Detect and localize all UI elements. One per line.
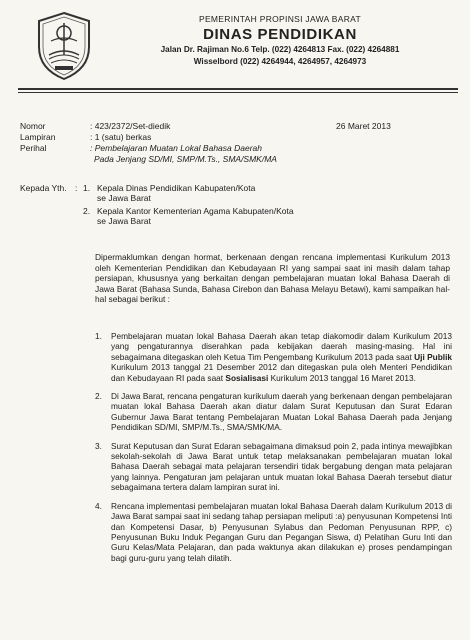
recipient-item <box>83 183 294 203</box>
recipient-number: 2. <box>83 206 91 216</box>
address-line-2: Wisselbord (022) 4264944, 4264957, 4264973 <box>193 57 367 66</box>
nomor-value: : 423/2372/Set-diedik <box>90 121 171 131</box>
point-number: 1. <box>95 331 102 341</box>
perihal-value-2: Pada Jenjang SD/MI, SMP/M.Ts., SMA/SMK/MA <box>94 154 277 164</box>
point-text: Di Jawa Barat, rencana pengaturan kurikulum daerah yang berkenaan dengan pembelajaran muatan lokal Bahasa Daerah akan diatur dalam Surat Keputusan dan Surat Edaran Gubernur Jawa Barat tentang Pembelajaran Muatan Lokal Bahasa Daerah pada Jenjang Pendidikan SD/MI, SMP/M.Ts., SMA/SMK/MA. <box>111 391 452 433</box>
letterhead-rule-thin <box>18 92 458 93</box>
recipient-line: se Jawa Barat <box>97 216 151 226</box>
point-text: Rencana implementasi pembelajaran muatan lokal Bahasa Daerah dalam Kurikulum 2013 di Jawa Barat sampai saat ini sedang tahap persiapan meliputi :a) penyusunan Kompetensi Inti dan Kompetensi Dasar, b) Penyusunan Sylabus dan Pedoman Penyusunan RPP, c) Penyusunan Buku Induk Pegangan Guru dan Pegangan Siswa, d) Pelatihan Guru Inti dan Guru Kelas/Mata Pelajaran, dan pada waktunya akan dilakukan e) proses pendampingan bagi guru-guru yang telah dilatih. <box>111 500 452 563</box>
government-name: PEMERINTAH PROPINSI JAWA BARAT <box>198 14 362 24</box>
point-emphasis: Sosialisasi <box>225 372 269 383</box>
point-item <box>95 331 452 383</box>
recipient-line: se Jawa Barat <box>97 193 151 203</box>
recipients-label <box>20 183 77 193</box>
lampiran-value: : 1 (satu) berkas <box>90 132 152 142</box>
point-number: 4. <box>95 500 102 511</box>
perihal-value: : Pembelajaran Muatan Lokal Bahasa Daerah <box>90 143 262 153</box>
perihal-label: Perihal <box>20 143 47 153</box>
recipients-label-text: Kepada Yth. <box>20 183 67 193</box>
recipient-number: 1. <box>83 183 91 193</box>
point-text: Kurikulum 2013 tanggal 21 Desember 2012 dan ditegaskan pula oleh Menteri Pendidikan dan Kebudayaan RI pada saat <box>111 362 452 383</box>
department-name: DINAS PENDIDIKAN <box>203 26 357 43</box>
points-list <box>95 331 452 571</box>
point-text: Surat Keputusan dan Surat Edaran sebagaimana dimaksud poin 2, pada intinya mewajibkan sekolah-sekolah di Jawa Barat untuk tetap melaksanakan pembelajaran muatan lokal Bahasa Daerah sebagai mata pelajaran tersendiri tidak bergabung dengan mata pelajaran yang lainnya. Pengaturan jam pelajaran untuk muatan lokal Bahasa Daerah tersebut diatur sebagaimana tertera dalam lampiran surat ini. <box>111 440 452 493</box>
letterhead-rule-thick <box>18 88 458 90</box>
point-item <box>95 391 452 433</box>
address-line-1: Jalan Dr. Rajiman No.6 Telp. (022) 4264813 Fax. (022) 4264881 <box>160 45 400 54</box>
recipient-item <box>83 206 294 226</box>
point-emphasis: Uji Publik <box>414 351 452 362</box>
point-number: 3. <box>95 440 102 451</box>
nomor-label: Nomor <box>20 121 46 131</box>
letter-date: 26 Maret 2013 <box>336 121 391 131</box>
recipients-colon: : <box>75 183 78 193</box>
recipient-line: Kepala Dinas Pendidikan Kabupaten/Kota <box>97 183 256 193</box>
lampiran-label: Lampiran <box>20 132 56 142</box>
letterhead <box>100 14 460 67</box>
point-text: Kurikulum 2013 tanggal 16 Maret 2013. <box>268 372 416 383</box>
point-item <box>95 441 452 493</box>
point-text: Pembelajaran muatan lokal Bahasa Daerah akan tetap diakomodir dalam Kurikulum 2013 yang pengaturannya diserahkan pada kebijakan daerah masing-masing. Hal ini sebagaimana ditegaskan oleh Ketua Tim Pengembang Kurikulum 2013 pada saat <box>111 331 452 362</box>
point-number: 2. <box>95 391 102 402</box>
intro-paragraph: Dipermaklumkan dengan hormat, berkenaan dengan rencana implementasi Kurikulum 2013 oleh Kementerian Pendidikan dan Kebudayaan RI yang sampai saat ini masih dalam tahap persiapan, khususnya yang berkaitan dengan pembelajaran muatan lokal Bahasa Daerah di Jawa Barat (Bahasa Sunda, Bahasa Cirebon dan Bahasa Melayu Betawi), kami sampaikan hal-hal sebagai berikut : <box>95 252 450 305</box>
point-item <box>95 501 452 563</box>
recipient-line: Kepala Kantor Kementerian Agama Kabupaten/Kota <box>97 206 294 216</box>
west-java-emblem-icon <box>33 11 95 81</box>
recipients-list <box>83 183 294 229</box>
